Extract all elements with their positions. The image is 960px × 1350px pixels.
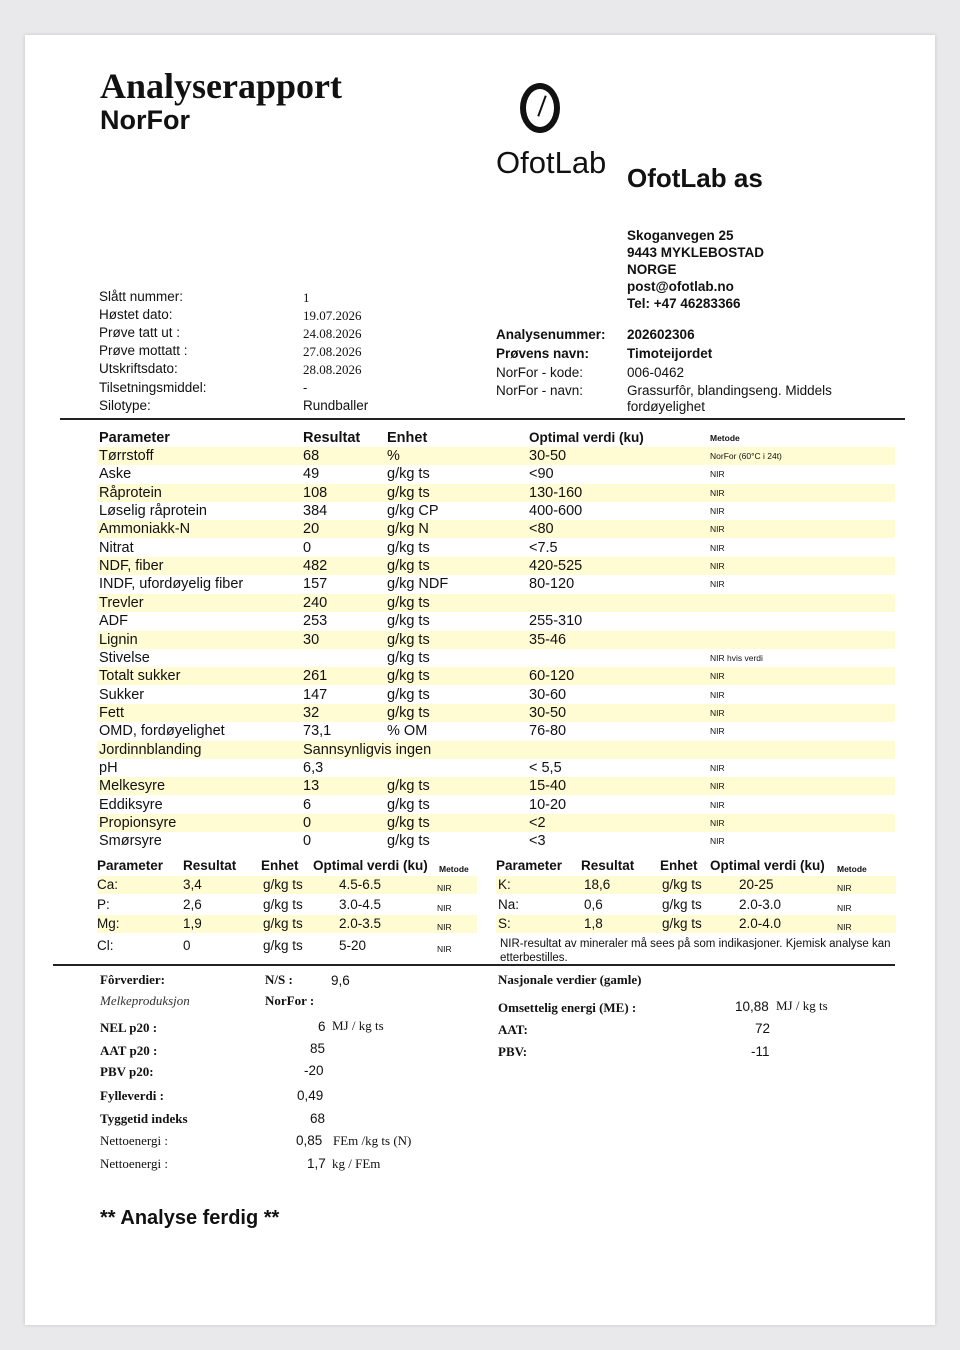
mineral-parameter: K: xyxy=(498,877,511,892)
company-name: OfotLab as xyxy=(627,163,763,193)
cell-unit: g/kg ts xyxy=(387,833,430,850)
cell-result: 0 xyxy=(303,815,312,831)
feed-label: Fylleverdi : xyxy=(100,1088,164,1103)
cell-result: 49 xyxy=(303,466,320,483)
feed-label: Nettoenergi : xyxy=(100,1156,168,1171)
cell-result: 20 xyxy=(303,521,320,538)
national-value: 10,88 xyxy=(735,999,769,1014)
table-row xyxy=(97,484,895,502)
cell-unit: g/kg ts xyxy=(387,796,430,813)
mineral-optimal: 20-25 xyxy=(739,877,774,892)
info-value-cont: fordøyelighet xyxy=(627,399,706,414)
logo-text: OfotLab xyxy=(496,145,607,180)
mineral-unit: g/kg ts xyxy=(662,897,702,912)
national-values-heading: Nasjonale verdier (gamle) xyxy=(498,972,642,987)
ns-value: 9,6 xyxy=(331,973,350,988)
mineral-header-result: Resultat xyxy=(581,858,635,873)
cell-method: NIR xyxy=(710,836,725,847)
mineral-header-left xyxy=(97,857,477,875)
national-label: PBV: xyxy=(498,1044,528,1059)
mineral-method: NIR xyxy=(437,944,452,954)
feed-value: 0,85 xyxy=(296,1133,323,1148)
header-result: Resultat xyxy=(303,430,361,446)
mineral-header-unit: Enhet xyxy=(261,858,299,873)
cell-method: NIR xyxy=(710,671,725,682)
info-label: Prøvens navn: xyxy=(496,346,590,361)
mineral-result: 18,6 xyxy=(584,877,611,892)
mineral-header-unit: Enhet xyxy=(660,858,698,873)
cell-method: NIR xyxy=(710,726,725,737)
cell-parameter: Råprotein xyxy=(99,484,162,501)
cell-result: 384 xyxy=(303,503,328,520)
table-row xyxy=(97,814,895,832)
cell-parameter: Propionsyre xyxy=(99,815,177,831)
feed-value: 85 xyxy=(310,1041,326,1056)
table-row xyxy=(97,612,895,630)
table-row xyxy=(97,557,895,575)
table-row xyxy=(97,465,895,483)
cell-method: NIR xyxy=(710,799,725,810)
table-row xyxy=(97,741,895,759)
cell-parameter: Eddiksyre xyxy=(99,796,163,813)
mineral-row xyxy=(496,876,896,894)
mineral-method: NIR xyxy=(437,922,452,932)
cell-optimal: 255-310 xyxy=(529,613,583,630)
table-row xyxy=(97,447,895,465)
cell-unit: g/kg ts xyxy=(387,631,430,648)
cell-parameter: Jordinnblanding xyxy=(99,741,202,758)
cell-optimal: 30-50 xyxy=(529,704,567,721)
cell-result: 32 xyxy=(303,704,320,721)
meta-label: Tilsetningsmiddel: xyxy=(99,380,207,395)
cell-unit: g/kg ts xyxy=(387,466,430,483)
meta-label: Slått nummer: xyxy=(99,289,184,304)
table-row xyxy=(97,649,895,667)
mineral-parameter: S: xyxy=(498,916,511,931)
cell-method: NIR xyxy=(710,781,725,792)
cell-method: NIR xyxy=(710,469,725,480)
cell-parameter: ADF xyxy=(99,613,128,630)
cell-method: NIR hvis verdi xyxy=(710,652,763,663)
mineral-parameter: P: xyxy=(97,897,110,912)
mineral-unit: g/kg ts xyxy=(263,877,303,892)
mineral-header-optimal: Optimal verdi (ku) xyxy=(710,858,825,873)
feed-unit: FEm /kg ts (N) xyxy=(333,1133,412,1148)
mineral-unit: g/kg ts xyxy=(263,938,303,953)
cell-method: NIR xyxy=(710,487,725,498)
cell-optimal: 35-46 xyxy=(529,631,567,648)
header-parameter: Parameter xyxy=(99,430,170,446)
table-row xyxy=(97,594,895,612)
table-row xyxy=(97,759,895,777)
divider xyxy=(53,964,895,966)
meta-label: Prøve mottatt : xyxy=(99,343,188,358)
info-value: 202602306 xyxy=(627,327,695,342)
cell-method: NIR xyxy=(710,818,725,828)
cell-unit: g/kg NDF xyxy=(387,576,449,593)
norfor-label: NorFor : xyxy=(265,993,315,1008)
cell-optimal: 76-80 xyxy=(529,723,567,740)
cell-unit: g/kg ts xyxy=(387,704,430,721)
feed-value: 1,7 xyxy=(307,1156,326,1171)
cell-method: NIR xyxy=(710,561,725,572)
mineral-optimal: 5-20 xyxy=(339,938,367,953)
feed-value: -20 xyxy=(304,1063,324,1078)
mineral-header-method: Metode xyxy=(837,864,867,874)
cell-unit: % xyxy=(387,448,400,464)
table-row xyxy=(97,539,895,557)
cell-unit: g/kg ts xyxy=(387,649,430,666)
mineral-result: 1,9 xyxy=(183,916,202,931)
cell-result: 13 xyxy=(303,778,320,795)
header-unit: Enhet xyxy=(387,430,428,446)
mineral-note: NIR-resultat av mineraler må sees på som indikasjoner. Kjemisk analyse kan etterbestilles. xyxy=(500,938,891,964)
meta-value: 27.08.2026 xyxy=(303,344,362,359)
info-label: NorFor - kode: xyxy=(496,365,584,380)
table-row xyxy=(97,520,895,538)
info-value: Timoteijordet xyxy=(627,346,713,361)
mineral-row xyxy=(496,896,896,914)
address-line: 9443 MYKLEBOSTAD xyxy=(627,245,765,260)
mineral-optimal: 2.0-3.5 xyxy=(339,916,382,931)
table-row xyxy=(97,502,895,520)
address-phone: Tel: +47 46283366 xyxy=(627,296,741,311)
cell-unit: g/kg ts xyxy=(387,594,430,611)
report-page xyxy=(25,35,935,1325)
table-row xyxy=(97,796,895,814)
cell-parameter: Melkesyre xyxy=(99,778,166,795)
report-title: Analyserapport xyxy=(100,66,342,106)
header-method: Metode xyxy=(710,433,740,443)
divider xyxy=(60,418,905,420)
cell-unit: g/kg N xyxy=(387,521,429,538)
cell-optimal: 130-160 xyxy=(529,484,583,501)
cell-parameter: Trevler xyxy=(99,594,144,611)
cell-result: 157 xyxy=(303,576,328,593)
cell-unit: g/kg ts xyxy=(387,613,430,630)
cell-result: 73,1 xyxy=(303,723,332,740)
mineral-method: NIR xyxy=(837,883,852,893)
cell-method: NorFor (60°C i 24t) xyxy=(710,451,782,461)
mineral-optimal: 3.0-4.5 xyxy=(339,897,382,912)
header-optimal: Optimal verdi (ku) xyxy=(529,430,644,445)
table-row xyxy=(97,777,895,795)
mineral-row xyxy=(97,876,477,894)
cell-method: NIR xyxy=(710,524,725,535)
feed-unit: MJ / kg ts xyxy=(332,1018,384,1033)
national-unit: MJ / kg ts xyxy=(776,998,828,1013)
table-row xyxy=(97,631,895,649)
feed-label: Tyggetid indeks xyxy=(100,1111,188,1126)
cell-parameter: Stivelse xyxy=(99,649,150,666)
ns-label: N/S : xyxy=(265,972,293,987)
cell-optimal: <2 xyxy=(529,815,546,831)
mineral-header-optimal: Optimal verdi (ku) xyxy=(313,858,428,873)
cell-unit: g/kg ts xyxy=(387,484,430,501)
cell-method: NIR xyxy=(710,707,725,718)
mineral-unit: g/kg ts xyxy=(662,877,702,892)
mineral-parameter: Na: xyxy=(498,897,520,912)
mineral-parameter: Mg: xyxy=(97,916,120,931)
mineral-result: 1,8 xyxy=(584,916,603,931)
cell-parameter: Nitrat xyxy=(99,539,134,556)
feed-label: NEL p20 : xyxy=(100,1020,158,1035)
milk-production-label: Melkeproduksjon xyxy=(100,993,190,1008)
cell-unit: g/kg ts xyxy=(387,815,430,831)
cell-optimal: 420-525 xyxy=(529,558,583,575)
feed-unit: kg / FEm xyxy=(332,1156,381,1171)
cell-optimal: <90 xyxy=(529,466,554,483)
feed-value: 68 xyxy=(310,1111,326,1126)
address-line: NORGE xyxy=(627,262,677,277)
meta-label: Utskriftsdato: xyxy=(99,361,178,376)
national-label: Omsettelig energi (ME) : xyxy=(498,1000,637,1015)
info-label: Analysenummer: xyxy=(496,327,606,342)
cell-method: NIR xyxy=(710,542,725,553)
cell-unit: g/kg ts xyxy=(387,668,430,685)
table-row xyxy=(97,704,895,722)
mineral-unit: g/kg ts xyxy=(662,916,702,931)
mineral-header-parameter: Parameter xyxy=(496,858,563,873)
mineral-row xyxy=(97,937,477,955)
cell-method: NIR xyxy=(710,579,725,590)
feed-value: 0,49 xyxy=(297,1088,324,1103)
mineral-row xyxy=(496,915,896,933)
meta-label: Høstet dato: xyxy=(99,307,173,322)
report-subtitle: NorFor xyxy=(100,105,190,135)
mineral-method: NIR xyxy=(837,922,852,932)
cell-optimal: 30-50 xyxy=(529,448,567,464)
mineral-result: 2,6 xyxy=(183,897,202,912)
cell-parameter: pH xyxy=(99,759,118,776)
cell-optimal: <7.5 xyxy=(529,539,558,556)
mineral-result: 3,4 xyxy=(183,877,202,892)
feed-label: AAT p20 : xyxy=(100,1043,158,1058)
feed-values-heading: Fôrverdier: xyxy=(100,972,165,987)
cell-result: 108 xyxy=(303,484,328,501)
meta-label: Silotype: xyxy=(99,398,151,413)
cell-result: 253 xyxy=(303,613,328,630)
cell-parameter: Sukker xyxy=(99,686,145,703)
address-line: Skoganvegen 25 xyxy=(627,228,734,243)
cell-parameter: Ammoniakk-N xyxy=(99,521,191,538)
address-email: post@ofotlab.no xyxy=(627,279,734,294)
cell-parameter: Løselig råprotein xyxy=(99,503,207,520)
cell-optimal: 400-600 xyxy=(529,503,583,520)
mineral-header-parameter: Parameter xyxy=(97,858,164,873)
cell-result: 482 xyxy=(303,558,328,575)
table-header xyxy=(97,429,895,447)
cell-result: Sannsynligvis ingen xyxy=(303,741,432,758)
info-label: NorFor - navn: xyxy=(496,383,584,398)
mineral-optimal: 4.5-6.5 xyxy=(339,877,382,892)
national-value: 72 xyxy=(755,1021,771,1036)
meta-value: 24.08.2026 xyxy=(303,326,362,341)
feed-label: PBV p20: xyxy=(100,1064,154,1079)
cell-unit: g/kg CP xyxy=(387,503,439,520)
mineral-method: NIR xyxy=(837,903,852,913)
info-value: 006-0462 xyxy=(627,365,685,380)
cell-unit: g/kg ts xyxy=(387,558,430,575)
cell-result: 6 xyxy=(303,796,312,813)
mineral-optimal: 2.0-3.0 xyxy=(739,897,782,912)
table-row xyxy=(97,575,895,593)
cell-parameter: Smørsyre xyxy=(99,833,162,850)
cell-optimal: 10-20 xyxy=(529,796,567,813)
cell-parameter: Totalt sukker xyxy=(99,668,181,685)
meta-value: 19.07.2026 xyxy=(303,308,362,323)
cell-optimal: 15-40 xyxy=(529,778,567,795)
mineral-result: 0,6 xyxy=(584,897,603,912)
info-value: Grassurfôr, blandingseng. Middels xyxy=(627,383,832,398)
mineral-result: 0 xyxy=(183,938,191,953)
table-row xyxy=(97,722,895,740)
cell-parameter: Aske xyxy=(99,466,132,483)
mineral-header-result: Resultat xyxy=(183,858,237,873)
cell-result: 0 xyxy=(303,833,312,850)
cell-unit: g/kg ts xyxy=(387,686,430,703)
cell-unit: g/kg ts xyxy=(387,778,430,795)
cell-result: 261 xyxy=(303,668,328,685)
cell-result: 6,3 xyxy=(303,759,324,776)
table-row xyxy=(97,667,895,685)
mineral-row xyxy=(97,915,477,933)
mineral-row xyxy=(97,896,477,914)
table-row xyxy=(97,686,895,704)
cell-method: NIR xyxy=(710,506,725,517)
mineral-parameter: Cl: xyxy=(97,938,114,953)
meta-label: Prøve tatt ut : xyxy=(99,325,181,340)
cell-method: NIR xyxy=(710,762,725,773)
cell-parameter: OMD, fordøyelighet xyxy=(99,723,225,740)
national-label: AAT: xyxy=(498,1022,528,1037)
mineral-unit: g/kg ts xyxy=(263,916,303,931)
cell-unit: g/kg ts xyxy=(387,539,430,556)
mineral-optimal: 2.0-4.0 xyxy=(739,916,782,931)
cell-parameter: Fett xyxy=(99,704,124,721)
mineral-unit: g/kg ts xyxy=(263,897,303,912)
cell-parameter: NDF, fiber xyxy=(99,558,164,575)
mineral-header-right xyxy=(496,857,896,875)
analysis-complete: ** Analyse ferdig ** xyxy=(100,1207,280,1229)
cell-result: 68 xyxy=(303,448,320,464)
cell-method: NIR xyxy=(710,689,725,700)
cell-unit: % OM xyxy=(387,723,428,740)
cell-parameter: Lignin xyxy=(99,631,138,648)
mineral-header-method: Metode xyxy=(439,864,469,874)
mineral-method: NIR xyxy=(437,883,452,893)
cell-result: 240 xyxy=(303,594,328,611)
cell-optimal: < 5,5 xyxy=(529,759,562,776)
cell-result: 147 xyxy=(303,686,328,703)
meta-value: - xyxy=(303,380,308,395)
cell-optimal: <3 xyxy=(529,833,546,850)
feed-value: 6 xyxy=(318,1019,326,1034)
cell-result: 0 xyxy=(303,539,312,556)
mineral-parameter: Ca: xyxy=(97,877,119,892)
cell-parameter: INDF, ufordøyelig fiber xyxy=(99,576,244,593)
table-row xyxy=(97,832,895,850)
cell-optimal: 80-120 xyxy=(529,576,575,593)
cell-result: 30 xyxy=(303,631,320,648)
cell-optimal: <80 xyxy=(529,521,554,538)
meta-value: 28.08.2026 xyxy=(303,362,362,377)
national-value: -11 xyxy=(751,1044,770,1059)
feed-label: Nettoenergi : xyxy=(100,1133,168,1148)
cell-optimal: 30-60 xyxy=(529,686,567,703)
meta-value: 1 xyxy=(303,290,310,305)
cell-parameter: Tørrstoff xyxy=(99,448,154,464)
mineral-method: NIR xyxy=(437,903,452,913)
meta-value: Rundballer xyxy=(303,398,369,413)
cell-optimal: 60-120 xyxy=(529,668,575,685)
